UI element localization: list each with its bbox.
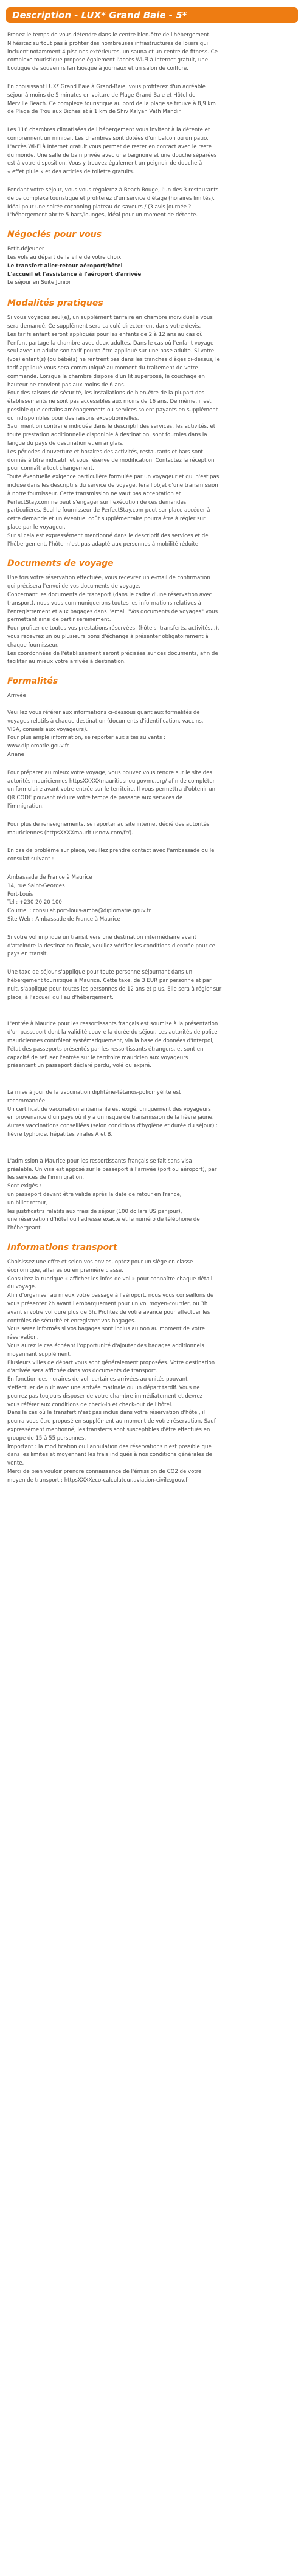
list-item: Le transfert aller-retour aéroport/hôtel — [7, 263, 123, 269]
formalites-paragraph: L'admission à Maurice pour les ressortissants français se fait sans visa préalable. Un visa est apposé sur le passeport à l'arrivée (port ou aéroport), par les services de l'immigration. Sont exigés : un passeport devant être valide après la date de retour en France, un billet retour, les justificatifs relatifs aux frais de séjour (100 dollars US par jour), une réservation d'hôtel ou l'adresse exacte et le numéro de téléphone de l'hébergeant. — [7, 1158, 217, 1232]
intro-paragraph: Pendant votre séjour, vous vous régalerez à Beach Rouge, l'un des 3 restaurants de ce complexe touristique et profiterez d'un service d'étage (horaires limités). Idéal pour une soirée cocooning plateau de saveurs / (3 avis journée ? L'hébergement abrite 5 bars/lounges, idéal pour un moment de détente. — [7, 187, 219, 219]
section-heading-transport: Informations transport — [7, 1243, 117, 1253]
list-item: L'accueil et l'assistance à l'aéroport d'arrivée — [7, 271, 142, 278]
embassy-address: Ambassade de France à Maurice 14, rue Saint-Georges Port-Louis Tel : +230 20 20 100 Courriel : consulat.port-louis-amba@diplomatie.gouv.fr Site Web : Ambassade de France à Maurice — [7, 874, 151, 922]
section-heading-documents: Documents de voyage — [7, 558, 114, 569]
page-title: Description - LUX* Grand Baie - 5* — [12, 10, 187, 21]
transport-paragraph: Choisissez une offre et selon vos envies, optez pour un siège en classe économique, affaires ou en première classe. Consultez la rubrique « afficher les infos de vol » pour connaître chaque détail du voyage. Afin d'organiser au mieux votre passage à l'aéroport, nous vous conseillons de vous présenter 2h avant l'embarquement pour un vol moyen-courrier, ou 3h avant si votre vol dure plus de 5h. Profitez de votre avance pour effectuer les contrôles de sécurité et enregistrer vos bagages. Vous serez informés si vos bagages sont inclus au non au moment de votre réservation. Vous aurez le cas échéant l'opportunité d'ajouter des bagages additionnels moyennant supplément. Plusieurs villes de départ vous sont généralement proposées. Votre destination d'arrivée sera affichée dans vos documents de transport. En fonction des horaires de vol, certaines arrivées au unités pouvant s'effectuer de nuit avec une arrivée matinale ou un départ tardif. Vous ne pourrez pas toujours disposer de votre chambre immédiatement et devrez vous référer aux conditions de check-in et check-out de l'hôtel. Dans le cas où le transfert n'est pas inclus dans votre réservation d'hôtel, il pourra vous être proposé en supplément au moment de votre réservation. Sauf expressément mentionné, les transferts sont susceptibles d'être effectués en groupe de 15 à 55 personnes. Important : la modification ou l'annulation des réservations n'est possible que dans les limites et moyennant les frais indiqués à nos conditions générales de vente. Merci de bien vouloir prendre connaissance de l'émission de CO2 de votre moyen de transport : httpsXXXXeco-calculateur.aviation-civile.gouv.fr — [7, 1259, 216, 1483]
formalites-paragraph: Veuillez vous référer aux informations ci-dessous quant aux formalités de voyages relatifs à chaque destination (documents d'identification, vaccins, VISA, conseils aux voyageurs). Pour plus ample information, se reporter aux sites suivants : www.diplomatie.gouv.fr Ariane — [7, 710, 204, 758]
formalites-paragraph: L'entrée à Maurice pour les ressortissants français est soumise à la présentation d'un passeport dont la validité couvre la durée du séjour. Les autorités de police mauriciennes contrôlent systématiquement, via la base de données d'Interpol, l'état des passeports présentés par les ressortissants étrangers, et sont en capacité de refuser l'entrée sur le territoire mauricien aux voyageurs présentant un passeport déclaré perdu, volé ou expiré. — [7, 1021, 218, 1070]
formalites-paragraph: Pour préparer au mieux votre voyage, vous pouvez vous rendre sur le site des autorités mauriciennes httpsXXXXXmauritiusnou.govmu.org/ afin de compléter un formulaire avant votre entrée sur le territoire. Il vous permettra d'obtenir un QR CODE pouvant réduire votre temps de passage aux services de l'immigration. — [7, 769, 216, 809]
intro-paragraph: Les 116 chambres climatisées de l'hébergement vous invitent à la détente et comprennent un minibar. Les chambres sont dotées d'un balcon ou un patio. L'accès Wi-Fi à Internet gratuit vous permet de rester en contact avec le reste du monde. Une salle de bain privée avec une baignoire et une douche séparées est à votre disposition. Vous y trouvez également un peignoir de douche à « effet pluie » et des articles de toilette gratuits. — [7, 127, 217, 176]
formalites-subheading: Arrivée — [7, 693, 26, 699]
intro-paragraph: Prenez le temps de vous détendre dans le centre bien-être de l'hébergement. N'hésitez surtout pas à profiter des nombreuses infrastructures de loisirs qui incluent notamment 4 piscines extérieures, un sauna et un centre de fitness. Ce complexe touristique propose également l'accès Wi-Fi à Internet gratuit, une boutique de souvenirs lan kiosque à journaux et un salon de coiffure. — [7, 32, 218, 72]
documents-paragraph: Une fois votre réservation effectuée, vous recevrez un e-mail de confirmation qui précisera l'envoi de vos documents de voyage. Concernant les documents de transport (dans le cadre d'une réservation avec transport), nous vous communiquerons toutes les informations relatives à l'enregistrement et aux bagages dans l'email "Vos documents de voyages" vous permettant ainsi de partir sereinement. Pour profiter de toutes vos prestations réservées, (hôtels, transferts, activités...), vous recevrez un ou plusieurs bons d'échange à présenter obligatoirement à chaque fournisseur. Les coordonnées de l'établissement seront précisées sur ces documents, afin de faciliter au mieux votre arrivée à destination. — [7, 575, 219, 665]
formalites-paragraph: En cas de problème sur place, veuillez prendre contact avec l'ambassade ou le consulat suivant : — [7, 848, 215, 863]
section-heading-formalites: Formalités — [7, 676, 58, 687]
formalites-paragraph: Pour plus de renseignements, se reporter au site internet dédié des autorités mauriciennes (httpsXXXXmauritiusnow.com/fr/). — [7, 821, 210, 836]
list-item: Les vols au départ de la ville de votre choix — [7, 254, 122, 261]
list-item: Le séjour en Suite Junior — [7, 280, 71, 286]
formalites-paragraph: Si votre vol implique un transit vers une destination intermédiaire avant d'atteindre la destination finale, veuillez vérifier les conditions d'entrée pour ce pays en transit. — [7, 934, 215, 958]
included-list — [7, 246, 298, 287]
formalites-paragraph: Une taxe de séjour s'applique pour toute personne séjournant dans un hébergement touristique à Maurice. Cette taxe, de 3 EUR par personne et par nuit, s'applique pour toutes les personnes de 12 ans et plus. Elle sera à régler sur place, à l'accueil du lieu d'hébergement. — [7, 969, 222, 1001]
modalites-paragraph: Si vous voyagez seul(e), un supplément tarifaire en chambre individuelle vous sera demandé. Ce supplément sera calculé directement dans votre devis. Les tarifs enfant seront appliqués pour les enfants de 2 à 12 ans au cas où l'enfant partage la chambre avec deux adultes. Dans le cas où l'enfant voyage seul avec un adulte son tarif pourra être appliqué sur une base adulte. Si votre (vos) enfant(s) (ou bébé(s) ne rentrent pas dans les tranches d'âges ci-dessus, le tarif appliqué vous sera communiqué au moment du traitement de votre commande. Lorsque la chambre dispose d'un lit superposé, le couchage en hauteur ne convient pas aux moins de 6 ans. Pour des raisons de sécurité, les installations de bien-être de la plupart des établissements ne sont pas accessibles aux moins de 16 ans. De même, il est possible que certains aménagements ou services soient payants en supplément ou indisponibles pour des raisons exceptionnelles. Sauf mention contraire indiquée dans le descriptif des services, les activités, et toute prestation additionnelle disponible à destination, sont fournies dans la langue du pays de destination et en anglais. Les périodes d'ouverture et horaires des activités, restaurants et bars sont donnés à titre indicatif, et sous réserve de modification. Contactez la réception pour connaître tout changement. Toute éventuelle exigence particulière formulée par un voyageur et qui n'est pas incluse dans les descriptifs du service de voyage, fera l'objet d'une transmission à notre fournisseur. Cette transmission ne vaut pas acceptation et PerfectStay.com ne peut s'engager sur l'exécution de ces demandes particulières. Seul le fournisseur de PerfectStay.com peut sur place accéder à cette demande et un éventuel coût supplémentaire pourra être à régler sur place par le voyageur. Sur si cela est expressément mentionné dans le descriptif des services et de l'hébergement, l'hôtel n'est pas adapté aux personnes à mobilité réduite. — [7, 315, 220, 548]
content — [6, 32, 298, 1485]
section-heading-negocies: Négociés pour vous — [7, 230, 102, 240]
section-heading-modalites: Modalités pratiques — [7, 298, 103, 309]
formalites-paragraph: La mise à jour de la vaccination diphtérie-tétanos-poliomyélite est recommandée. Un certificat de vaccination antiamarile est exigé, uniquement des voyageurs en provenance d'un pays où il y a un risque de transmission de la fièvre jaune. Autres vaccinations conseillées (selon conditions d'hygiène et durée du séjour) : fièvre typhoïde, hépatites virales A et B. — [7, 1090, 218, 1138]
list-item: Petit-déjeuner — [7, 246, 44, 253]
intro-paragraph: En choisissant LUX* Grand Baie à Grand-Baie, vous profiterez d'un agréable séjour à moins de 5 minutes en voiture de Plage Grand Baie et Hôtel de Merville Beach. Ce complexe touristique au bord de la plage se trouve à 8,9 km de Plage de Trou aux Biches et à 1 km de Shiv Kalyan Vath Mandir. — [7, 83, 216, 115]
title-bar — [6, 7, 298, 23]
